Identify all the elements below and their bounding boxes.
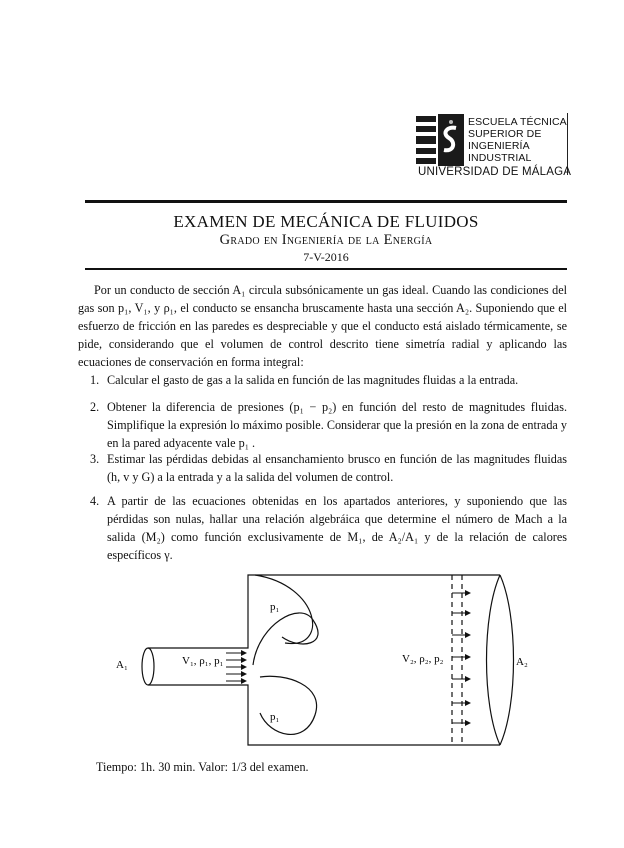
question-text: A partir de las ecuaciones obtenidas en los apartados anteriores, y suponiendo que las pérdidas son nulas, hallar una relación algebráica que determine el número de Mach a la salida (M₂) como función exclusivamente de M₁, de A₂/A₁ y de la relación de calores específicos γ. [107, 494, 567, 562]
university-logo [416, 114, 464, 166]
label-A2: A₂ [516, 656, 528, 668]
logo-text-line: INDUSTRIAL [468, 152, 532, 164]
vortex-top [253, 613, 318, 665]
question-text: Obtener la diferencia de presiones (p₁ − p₂) en función del resto de magnitudes fluidas. Simplifique la expresión lo máximo posible. Considerar que la presión en la zona de entrada y en la pared adyacente vale p₁ . [107, 400, 567, 450]
duct-wall-top [148, 575, 500, 648]
problem-statement: Por un conducto de sección A₁ circula subsónicamente un gas ideal. Cuando las condiciones del gas son p₁, V₁, y ρ₁, el conducto se ensancha bruscamente hasta una sección A₂. Suponiendo que el esfuerzo de fricción en las paredes es despreciable y que el conducto está aislado térmicamente, se pide, considerando que el volumen de control descrito tiene simetría radial y aplicando las ecuaciones de conservación en forma integral: [78, 283, 567, 369]
question-number: 2. [90, 400, 100, 414]
vortex-top-outer [255, 575, 313, 644]
logo-text-line: ESCUELA TÉCNICA [468, 116, 567, 128]
question-item [90, 450, 567, 486]
question-text: Calcular el gasto de gas a la salida en función de las magnitudes fluidas a la entrada. [107, 373, 519, 387]
vortex-bottom [260, 676, 317, 734]
logo-text-line: INGENIERÍA [468, 140, 530, 152]
question-item [90, 398, 567, 452]
exam-title: EXAMEN DE MECÁNICA DE FLUIDOS [173, 212, 479, 231]
bottom-rule [85, 268, 567, 270]
question-number: 1. [90, 373, 100, 387]
exam-subtitle: Grado en Ingeniería de la Energía [219, 232, 433, 248]
outlet-section-right [500, 575, 514, 745]
question-item [90, 371, 567, 389]
inlet-arrows [226, 653, 246, 681]
label-outlet-state: V₂, ρ₂, p₂ [402, 653, 444, 665]
question-item [90, 492, 567, 564]
duct-wall-bottom [148, 685, 500, 745]
question-text: Estimar las pérdidas debidas al ensanchamiento brusco en función de las magnitudes fluidas (h, v y G) a la entrada y a la salida del volumen de control. [107, 452, 567, 484]
label-p1-bottom: p₁ [270, 711, 280, 723]
label-inlet-state: V₁, ρ₁, p₁ [182, 655, 224, 667]
question-number: 3. [90, 452, 100, 466]
label-A1: A₁ [116, 659, 128, 671]
question-number: 4. [90, 494, 100, 508]
exam-date: 7-V-2016 [303, 250, 349, 264]
logo-text-line: SUPERIOR DE [468, 128, 542, 140]
inlet-section-ellipse [142, 648, 154, 685]
sudden-expansion-diagram [100, 565, 540, 750]
outlet-section-left [487, 575, 501, 745]
label-p1-top: p₁ [270, 601, 280, 613]
top-rule [85, 200, 567, 203]
outlet-arrows [452, 593, 470, 723]
exam-duration-note: Tiempo: 1h. 30 min. Valor: 1/3 del examen. [96, 760, 309, 774]
university-name: UNIVERSIDAD DE MÁLAGA [418, 166, 572, 178]
